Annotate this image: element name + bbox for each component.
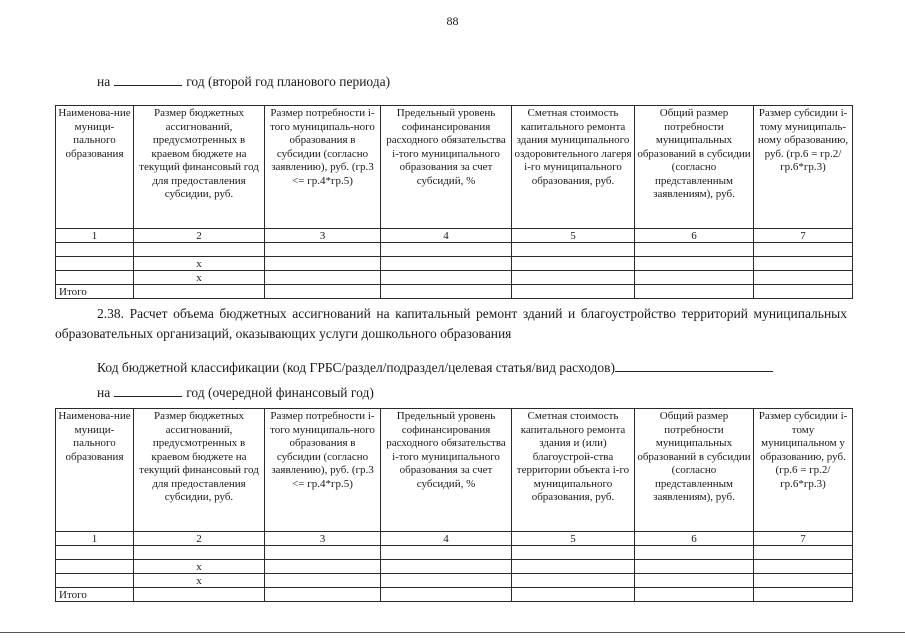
table1-header-col4: Предельный уровень софинансирования расходного обязательства i-того муниципального образования за счет субсидий, % (381, 106, 512, 229)
table2-header-col1: Наименова-ние муници-пального образования (56, 409, 134, 532)
table-cell[interactable]: x (134, 271, 265, 285)
table-cell[interactable] (265, 271, 381, 285)
table2-total-label: Итого (56, 588, 134, 602)
table2-number-row (56, 532, 853, 546)
table1-total-label: Итого (56, 285, 134, 299)
table-cell[interactable] (635, 243, 754, 257)
table1-header-col7: Размер субсидии i-тому муниципаль-ному образованию, руб. (гр.6 = гр.2/гр.6*гр.3) (754, 106, 853, 229)
kbk-line (97, 359, 773, 376)
section-paragraph: 2.38. Расчет объема бюджетных ассигнований на капитальный ремонт зданий и благоустройство территорий муниципальных образовательных организаций, оказывающих услуги дошкольного образования (55, 306, 847, 341)
table-cell[interactable] (265, 546, 381, 560)
table-cell[interactable]: x (134, 257, 265, 271)
table2 (55, 408, 853, 602)
table2-header-col6: Общий размер потребности муниципальных образований в субсидии (согласно представленным заявлениям), руб. (635, 409, 754, 532)
table-cell[interactable] (381, 257, 512, 271)
table-row (56, 257, 853, 271)
page-bottom-rule (0, 632, 905, 633)
table-row (56, 574, 853, 588)
table1-colnum: 7 (754, 229, 853, 243)
table-cell[interactable] (56, 243, 134, 257)
table1-header-row (56, 106, 853, 229)
table-cell[interactable] (754, 546, 853, 560)
table2-header-col5: Сметная стоимость капитального ремонта здания и (или) благоустрой-ства территории объекта i-го муниципального образования, руб. (512, 409, 635, 532)
table2-colnum: 5 (512, 532, 635, 546)
table1-header-col5: Сметная стоимость капитального ремонта здания муниципального оздоровительного лагеря i-го муниципального образования, руб. (512, 106, 635, 229)
table-cell[interactable] (754, 588, 853, 602)
table-cell[interactable]: x (134, 574, 265, 588)
table-cell[interactable] (512, 588, 635, 602)
table-cell[interactable] (56, 560, 134, 574)
table-cell[interactable] (134, 546, 265, 560)
table2-colnum: 1 (56, 532, 134, 546)
table2-colnum: 4 (381, 532, 512, 546)
table2-prefix: на (97, 385, 111, 400)
table2-total-row (56, 588, 853, 602)
table-cell[interactable] (754, 574, 853, 588)
table2-header-col3: Размер потребности i-того муниципаль-ного образования в субсидии (согласно заявлению), руб. (гр.3 <= гр.4*гр.5) (265, 409, 381, 532)
table-cell[interactable] (56, 574, 134, 588)
table1-colnum: 2 (134, 229, 265, 243)
table-cell[interactable] (754, 560, 853, 574)
table-cell[interactable] (635, 257, 754, 271)
table1-header-col3: Размер потребности i-того муниципаль-ного образования в субсидии (согласно заявлению), руб. (гр.3 <= гр.4*гр.5) (265, 106, 381, 229)
table-cell[interactable] (56, 257, 134, 271)
table1-year-line (97, 73, 390, 90)
table-cell[interactable] (754, 271, 853, 285)
table-cell[interactable] (56, 271, 134, 285)
table-cell[interactable] (512, 574, 635, 588)
table-cell[interactable] (265, 257, 381, 271)
table-cell[interactable] (512, 271, 635, 285)
table-cell[interactable] (265, 243, 381, 257)
table2-colnum: 3 (265, 532, 381, 546)
table-cell[interactable] (512, 560, 635, 574)
table-cell[interactable] (754, 285, 853, 299)
table-cell[interactable] (265, 560, 381, 574)
table1-year-blank (114, 73, 182, 86)
table-cell[interactable] (635, 271, 754, 285)
table2-header-col2: Размер бюджетных ассигнований, предусмотренных в краевом бюджете на текущий финансовый год для предоставления субсидии, руб. (134, 409, 265, 532)
table1-header-col6: Общий размер потребности муниципальных образований в субсидии (согласно представленным заявлениям), руб. (635, 106, 754, 229)
table1-colnum: 1 (56, 229, 134, 243)
table-cell[interactable] (635, 588, 754, 602)
table-cell[interactable] (265, 574, 381, 588)
table-row (56, 243, 853, 257)
table-cell[interactable] (635, 574, 754, 588)
table1-colnum: 6 (635, 229, 754, 243)
table-cell[interactable] (635, 560, 754, 574)
table1-prefix: на (97, 74, 111, 89)
table-cell[interactable] (134, 243, 265, 257)
table-cell[interactable] (512, 285, 635, 299)
table-cell[interactable] (265, 588, 381, 602)
table-cell[interactable] (512, 257, 635, 271)
table-cell[interactable] (134, 285, 265, 299)
table2-suffix: год (очередной финансовый год) (186, 385, 374, 400)
table2-colnum: 7 (754, 532, 853, 546)
table1-suffix: год (второй год планового периода) (186, 74, 391, 89)
table2-year-line (97, 384, 374, 401)
table-cell[interactable]: x (134, 560, 265, 574)
table2-header-col7: Размер субсидии i-тому муниципальном у образованию, руб. (гр.6 = гр.2/гр.6*гр.3) (754, 409, 853, 532)
table1 (55, 105, 853, 299)
table-cell[interactable] (381, 588, 512, 602)
table2-header-col4: Предельный уровень софинансирования расходного обязательства i-того муниципального образования за счет субсидий, % (381, 409, 512, 532)
table1-header-col1: Наименова-ние муници-пального образования (56, 106, 134, 229)
page-number: 88 (446, 14, 459, 28)
table-cell[interactable] (512, 243, 635, 257)
table-cell[interactable] (134, 588, 265, 602)
table-cell[interactable] (381, 285, 512, 299)
table-cell[interactable] (635, 285, 754, 299)
table1-number-row (56, 229, 853, 243)
table-cell[interactable] (381, 243, 512, 257)
table-cell[interactable] (635, 546, 754, 560)
table2-colnum: 2 (134, 532, 265, 546)
kbk-blank (615, 359, 773, 372)
table1-total-row (56, 285, 853, 299)
table2-colnum: 6 (635, 532, 754, 546)
table-cell[interactable] (512, 546, 635, 560)
table-row (56, 546, 853, 560)
table-cell[interactable] (56, 546, 134, 560)
kbk-label: Код бюджетной классификации (код ГРБС/раздел/подраздел/целевая статья/вид расходов) (97, 360, 615, 375)
table-cell[interactable] (381, 271, 512, 285)
table-row (56, 560, 853, 574)
table2-year-blank (114, 384, 182, 397)
table-row (56, 271, 853, 285)
table-cell[interactable] (381, 574, 512, 588)
table1-header-col2: Размер бюджетных ассигнований, предусмотренных в краевом бюджете на текущий финансовый год для предоставления субсидии, руб. (134, 106, 265, 229)
table1-colnum: 4 (381, 229, 512, 243)
table-cell[interactable] (754, 243, 853, 257)
table-cell[interactable] (381, 560, 512, 574)
table1-colnum: 5 (512, 229, 635, 243)
table-cell[interactable] (265, 285, 381, 299)
table-cell[interactable] (754, 257, 853, 271)
table2-header-row (56, 409, 853, 532)
table-cell[interactable] (381, 546, 512, 560)
table1-colnum: 3 (265, 229, 381, 243)
